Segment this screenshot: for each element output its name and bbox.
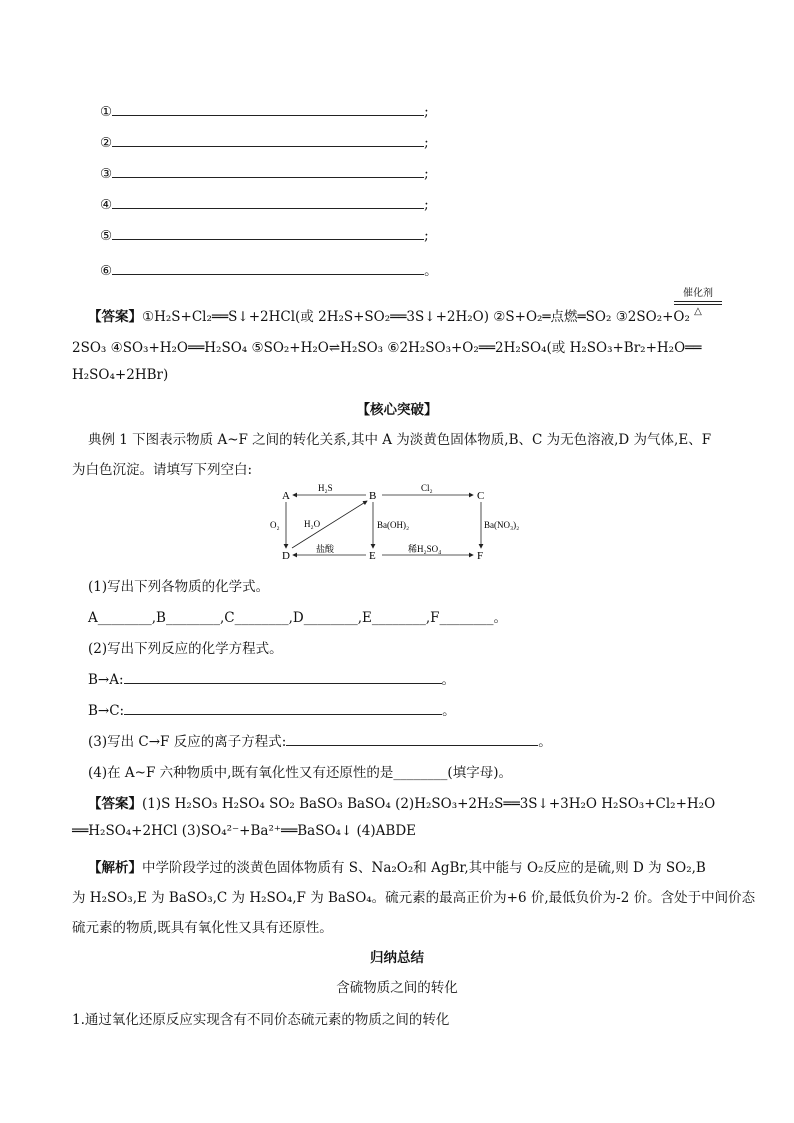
catalyst-condition: [674, 288, 722, 318]
answer-blank[interactable]: [112, 177, 424, 178]
summary-point-1: 1.通过氧化还原反应实现含有不同价态硫元素的物质之间的转化: [72, 1012, 450, 1028]
answer-2-line-1: [88, 792, 715, 812]
diagram-svg: [268, 482, 538, 562]
question-4: (4)在 A~F 六种物质中,既有氧化性又有还原性的是________(填字母)。: [88, 765, 512, 781]
example-line-2: 为白色沉淀。请填写下列空白:: [72, 462, 253, 478]
question-3-end: 。: [538, 734, 552, 750]
answer-label: 【答案】: [88, 309, 142, 325]
blank-row: [100, 228, 429, 244]
summary-title: 归纳总结: [370, 950, 424, 966]
answer-2-text-1: (1)S H₂SO₃ H₂SO₄ SO₂ BaSO₃ BaSO₄ (2)H₂SO₃+2H₂S══3S↓+3H₂O H₂SO₃+Cl₂+H₂O: [142, 796, 716, 812]
blank-row: [100, 259, 438, 279]
analysis-line-2: 为 H₂SO₃,E 为 BaSO₃,C 为 H₂SO₄,F 为 BaSO₄。硫元素的最高正价为+6 价,最低负价为-2 价。含处于中间价态: [72, 890, 756, 906]
node-e: E: [369, 550, 376, 562]
answer-1-line-2: 2SO₃ ④SO₃+H₂O══H₂SO₄ ⑤SO₂+H₂O⇌H₂SO₃ ⑥2H₂SO₃+O₂══2H₂SO₄(或 H₂SO₃+Br₂+H₂O══: [72, 340, 702, 356]
blank-end: ;: [424, 135, 429, 151]
blank-end: ;: [424, 228, 429, 244]
b-to-a-label: B→A:: [88, 672, 124, 688]
blank-end: ;: [424, 197, 429, 213]
question-1-fill: A________,B________,C________,D________,E________,F________。: [88, 610, 508, 626]
blank-number: ③: [100, 166, 113, 182]
label-baoh2: Ba(OH)₂: [377, 520, 410, 530]
b-to-a-blank[interactable]: [124, 683, 442, 684]
answer-2-line-2: ══H₂SO₄+2HCl (3)SO₄²⁻+Ba²⁺══BaSO₄↓ (4)ABDE: [72, 823, 417, 839]
heat-symbol: △: [694, 306, 702, 317]
summary-subtitle: 含硫物质之间的转化: [336, 980, 458, 996]
question-3-text: (3)写出 C→F 反应的离子方程式:: [88, 734, 287, 750]
blank-end: ;: [424, 166, 429, 182]
example-line-1: 典例 1 下图表示物质 A~F 之间的转化关系,其中 A 为淡黄色固体物质,B、C 为无色溶液,D 为气体,E、F: [88, 432, 712, 448]
node-f: F: [477, 550, 484, 562]
question-1: (1)写出下列各物质的化学式。: [88, 579, 270, 595]
answer-blank[interactable]: [112, 239, 424, 240]
b-to-c-end: 。: [442, 703, 456, 719]
label-h2o: H₂O: [304, 519, 321, 529]
blank-row: [100, 135, 429, 151]
label-bano32: Ba(NO₃)₂: [484, 520, 520, 530]
b-to-c-label: B→C:: [88, 703, 125, 719]
blank-end: 。: [424, 263, 438, 279]
node-b: B: [369, 490, 377, 502]
blank-number: ⑥: [100, 263, 113, 279]
blank-row: [100, 166, 429, 182]
blank-number: ①: [100, 104, 113, 120]
answer-blank[interactable]: [112, 115, 424, 116]
answer-2-label: 【答案】: [88, 796, 142, 812]
answer-1-line-3: H₂SO₄+2HBr): [72, 367, 169, 383]
label-hcl: 盐酸: [316, 544, 335, 554]
question-2-ba: [88, 668, 455, 688]
catalyst-label: 催化剂: [683, 288, 713, 299]
analysis-line-3: 硫元素的物质,既具有氧化性又具有还原性。: [72, 920, 333, 936]
label-cl2: Cl₂: [421, 483, 433, 493]
answer-1-text-1: ①H₂S+Cl₂══S↓+2HCl(或 2H₂S+SO₂══3S↓+2H₂O) ②S+O₂═点燃═SO₂ ③2SO₂+O₂: [142, 309, 690, 325]
question-2: (2)写出下列反应的化学方程式。: [88, 641, 283, 657]
answer-1-line-1: [88, 305, 690, 325]
analysis-text-1: 中学阶段学过的淡黄色固体物质有 S、Na₂O₂和 AgBr,其中能与 O₂反应的是硫,则 D 为 SO₂,B: [142, 860, 706, 876]
equilibrium-arrow-icon: [674, 301, 722, 305]
node-a: A: [282, 490, 290, 502]
analysis-line-1: [88, 856, 706, 876]
section-title: 【核心突破】: [356, 402, 438, 418]
conversion-diagram: [268, 482, 538, 566]
question-2-bc: [88, 699, 456, 719]
blank-number: ⑤: [100, 228, 113, 244]
answer-blank[interactable]: [112, 146, 424, 147]
node-c: C: [477, 490, 485, 502]
b-to-c-blank[interactable]: [124, 714, 442, 715]
b-to-a-end: 。: [441, 672, 456, 688]
label-h2s: H₂S: [318, 483, 333, 493]
answer-blank[interactable]: [112, 274, 424, 275]
question-3: [88, 730, 552, 750]
label-h2so4: 稀H₂SO₄: [408, 544, 442, 554]
question-3-blank[interactable]: [286, 745, 538, 746]
node-d: D: [282, 550, 290, 562]
analysis-label: 【解析】: [88, 860, 142, 876]
blank-end: ;: [424, 104, 429, 120]
answer-blank[interactable]: [112, 208, 424, 209]
blank-row: [100, 104, 429, 120]
blank-number: ④: [100, 197, 113, 213]
label-o2: O₂: [270, 520, 280, 530]
blank-number: ②: [100, 135, 113, 151]
blank-row: [100, 197, 429, 213]
